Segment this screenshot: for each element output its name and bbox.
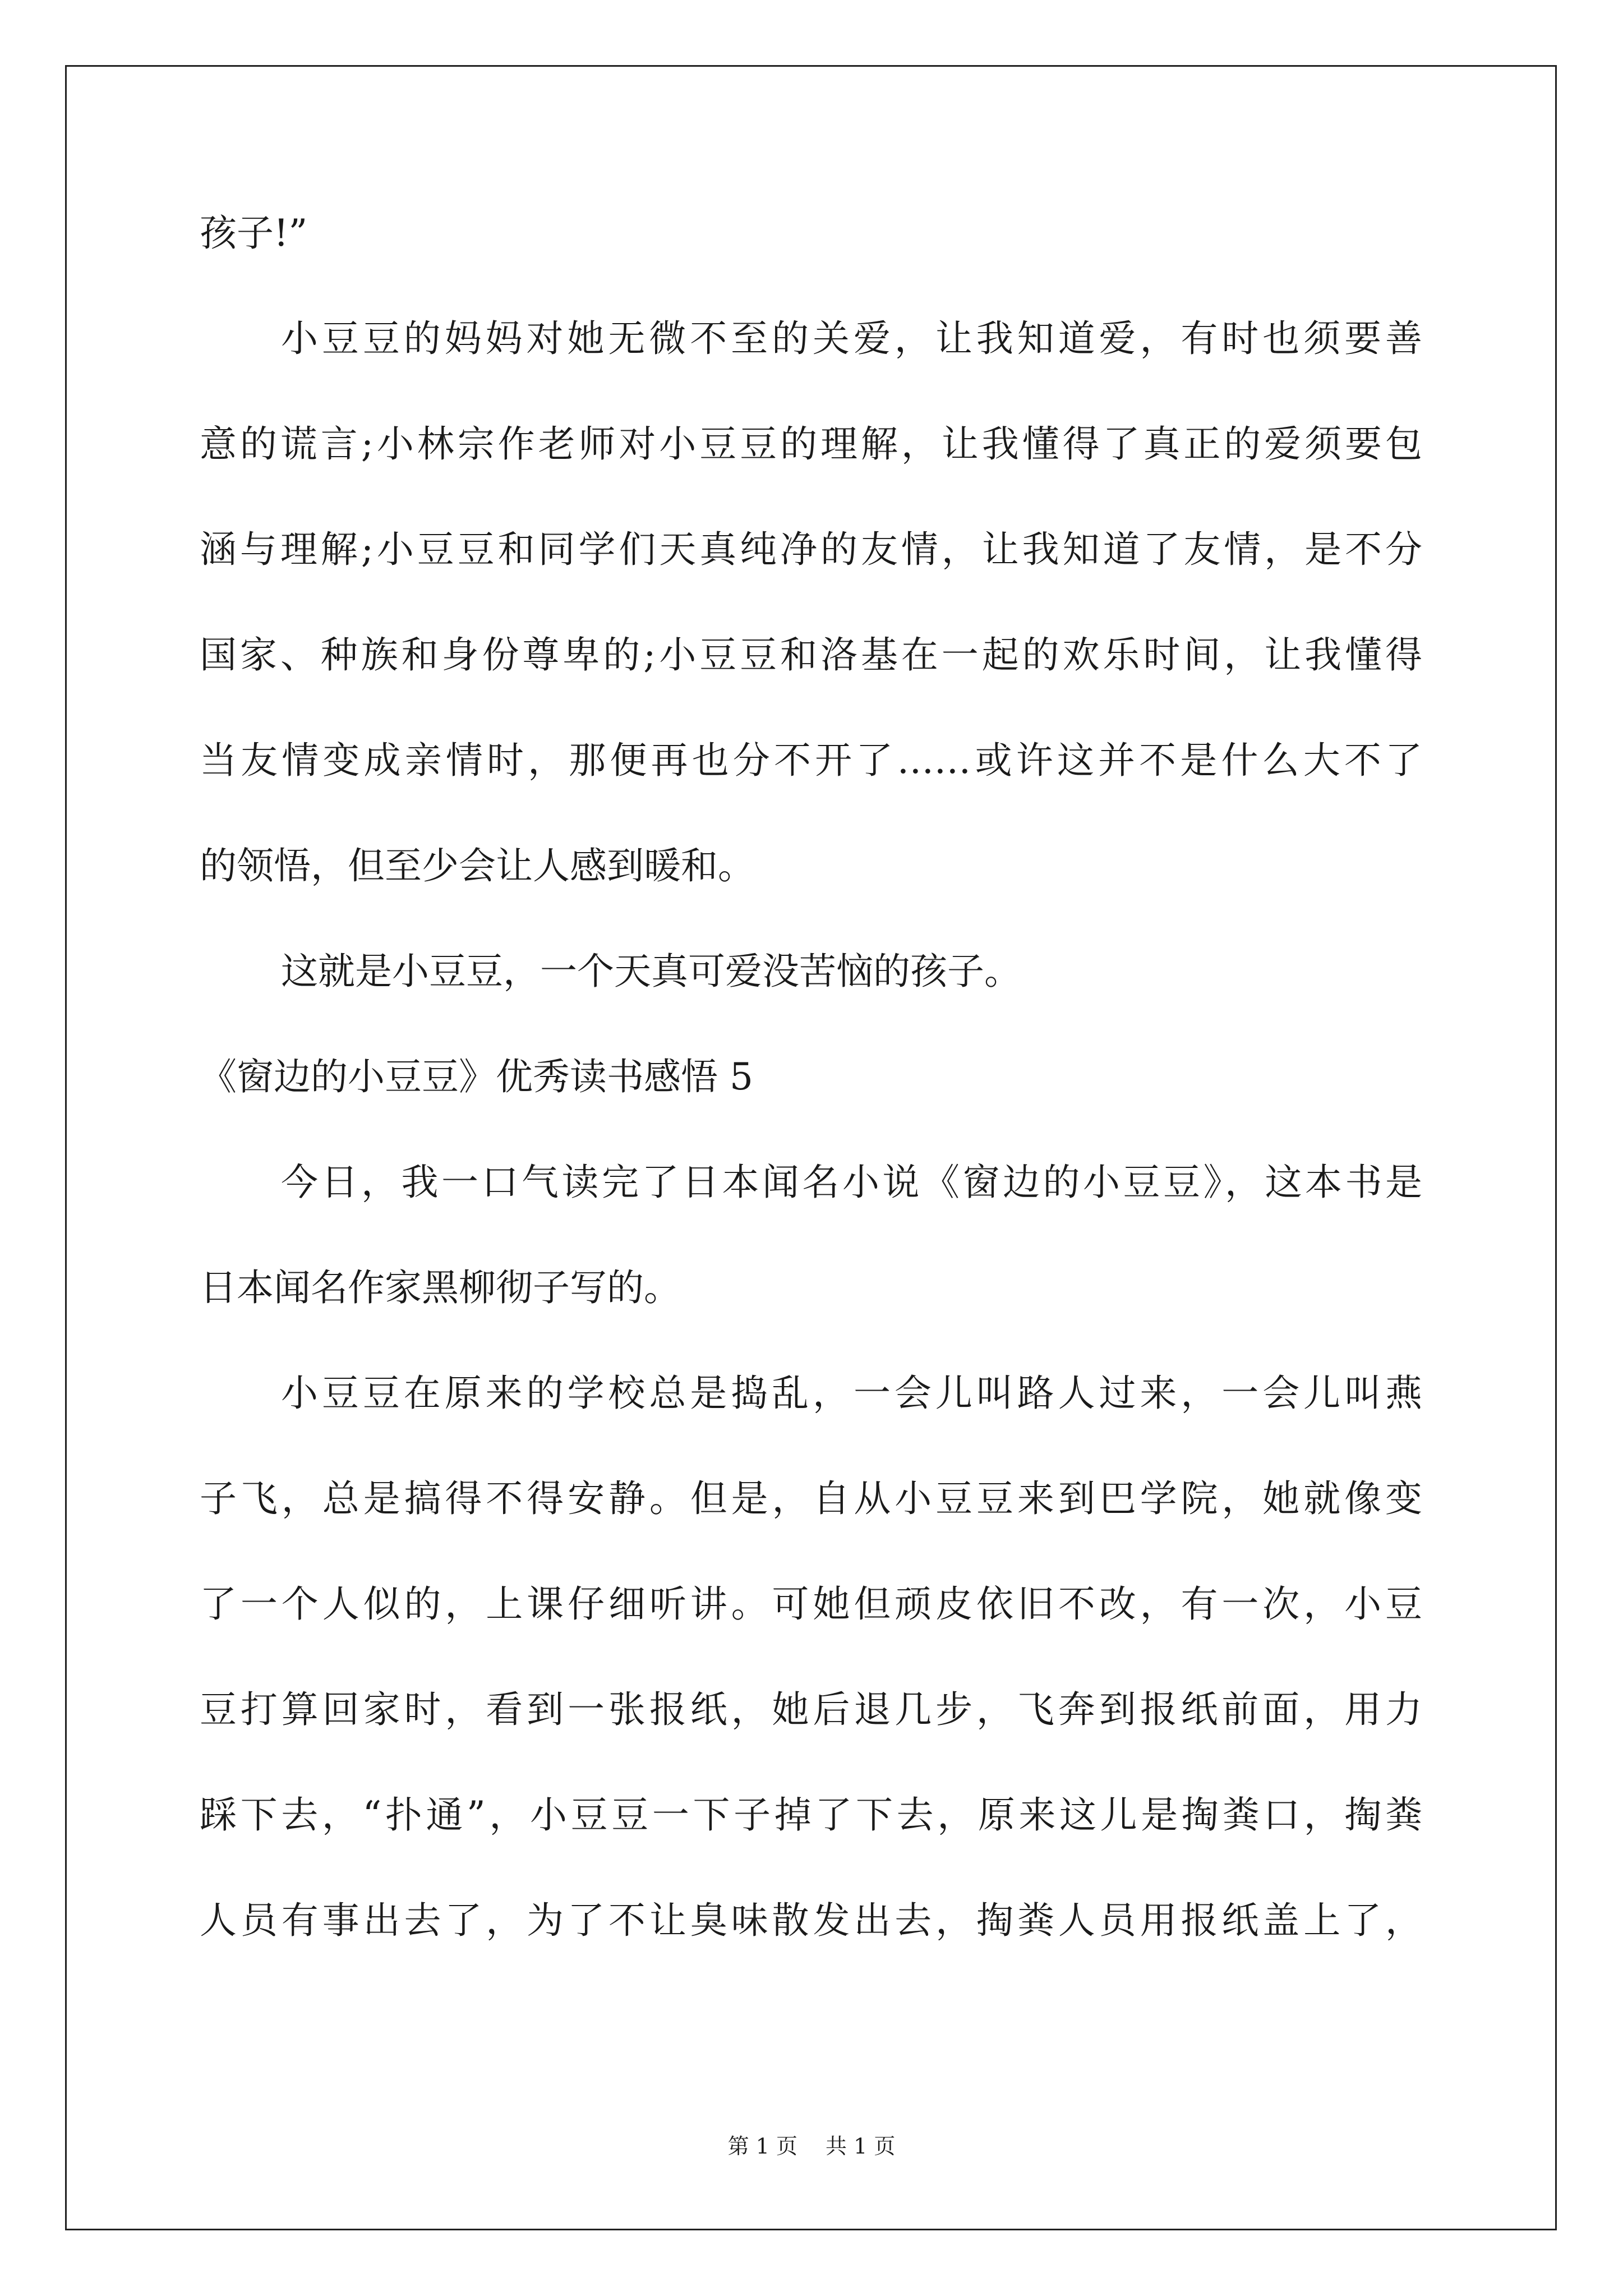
page-footer — [0, 2129, 1623, 2160]
paragraph-line: 日本闻名作家黑柳彻子写的。 — [200, 1266, 681, 1309]
paragraph-line: 涵与理解;小豆豆和同学们天真纯净的友情，让我知道了友情，是不分 — [200, 528, 1422, 571]
paragraph-line: 人员有事出去了，为了不让臭味散发出去，掏粪人员用报纸盖上了， — [200, 1899, 1422, 1942]
page-total: 共 1 页 — [826, 2134, 896, 2159]
paragraph-line: 小豆豆的妈妈对她无微不至的关爱，让我知道爱，有时也须要善 — [281, 317, 1422, 360]
paragraph-line: 今日，我一口气读完了日本闻名小说《窗边的小豆豆》，这本书是 — [281, 1161, 1422, 1204]
paragraph-line: 孩子!” — [200, 211, 308, 255]
paragraph-line: 的领悟，但至少会让人感到暖和。 — [200, 844, 755, 887]
paragraph-line: 小豆豆在原来的学校总是捣乱，一会儿叫路人过来，一会儿叫燕 — [281, 1372, 1422, 1415]
paragraph-line: 意的谎言;小林宗作老师对小豆豆的理解，让我懂得了真正的爱须要包 — [200, 422, 1422, 466]
document-body — [200, 181, 1422, 1973]
paragraph-line: 了一个人似的，上课仔细听讲。可她但顽皮依旧不改，有一次，小豆 — [200, 1582, 1422, 1626]
paragraph-line: 豆打算回家时，看到一张报纸，她后退几步，飞奔到报纸前面，用力 — [200, 1688, 1422, 1731]
section-heading: 《窗边的小豆豆》优秀读书感悟 5 — [200, 1055, 753, 1098]
page-number: 第 1 页 — [727, 2134, 797, 2159]
paragraph-line: 子飞，总是搞得不得安静。但是，自从小豆豆来到巴学院，她就像变 — [200, 1477, 1422, 1520]
paragraph-line: 当友情变成亲情时，那便再也分不开了……或许这并不是什么大不了 — [200, 739, 1422, 782]
paragraph-line: 这就是小豆豆，一个天真可爱没苦恼的孩子。 — [281, 950, 1021, 993]
paragraph-line: 踩下去，“扑通”，小豆豆一下子掉了下去，原来这儿是掏粪口，掏粪 — [200, 1793, 1422, 1837]
paragraph-line: 国家、种族和身份尊卑的;小豆豆和洛基在一起的欢乐时间，让我懂得 — [200, 633, 1422, 677]
